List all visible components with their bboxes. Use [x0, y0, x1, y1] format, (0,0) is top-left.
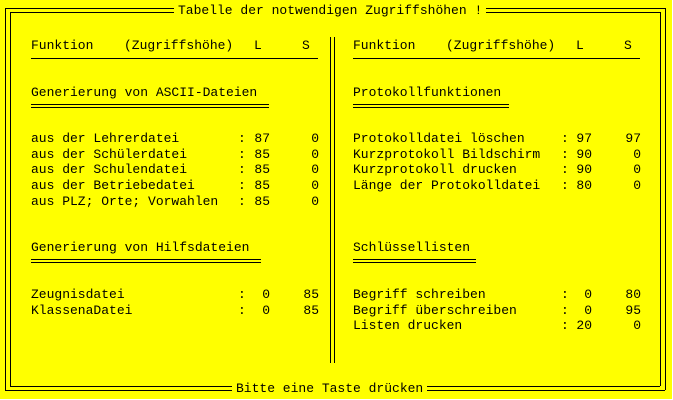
- left-row-l: 87: [254, 131, 270, 146]
- right-row-name: Begriff überschreiben: [353, 303, 517, 318]
- right-row-name: Länge der Protokolldatei: [353, 178, 541, 193]
- left-row-s: 0: [311, 194, 319, 209]
- column-divider-right: [334, 37, 335, 363]
- right-row-l: 80: [576, 178, 592, 193]
- left-row-name: aus der Betriebedatei: [31, 178, 195, 193]
- right-header-funktion: Funktion: [353, 38, 416, 53]
- left-row-l: 85: [254, 194, 270, 209]
- left-row-colon: :: [238, 131, 246, 146]
- left-row-s: 0: [311, 131, 319, 146]
- right-row-s: 0: [633, 318, 641, 333]
- left-row-s: 0: [311, 162, 319, 177]
- left-row-colon: :: [238, 178, 246, 193]
- frame-right-outer: [665, 8, 666, 390]
- left-row-l: 0: [262, 303, 270, 318]
- right-row-colon: :: [561, 147, 569, 162]
- right-row-s: 0: [633, 147, 641, 162]
- right-row-s: 97: [625, 131, 641, 146]
- right-section1-underline-a: [353, 104, 509, 105]
- right-row-l: 20: [576, 318, 592, 333]
- right-row-colon: :: [561, 162, 569, 177]
- right-row-s: 80: [625, 287, 641, 302]
- left-section2-underline-a: [31, 259, 261, 260]
- left-section1-underline-b: [31, 107, 269, 108]
- frame-left-inner: [10, 12, 11, 386]
- left-row-s: 0: [311, 147, 319, 162]
- left-row-name: Zeugnisdatei: [31, 287, 125, 302]
- right-row-name: Protokolldatei löschen: [353, 131, 525, 146]
- left-row-colon: :: [238, 162, 246, 177]
- footer-prompt: Bitte eine Taste drücken: [232, 381, 427, 396]
- right-row-colon: :: [561, 131, 569, 146]
- right-section2-title: Schlüssellisten: [353, 240, 471, 255]
- right-header-rule: [353, 58, 640, 59]
- left-row-s: 85: [303, 303, 319, 318]
- right-row-l: 90: [576, 147, 592, 162]
- right-section2-underline-a: [353, 259, 476, 260]
- right-row-l: 90: [576, 162, 592, 177]
- right-row-name: Begriff schreiben: [353, 287, 486, 302]
- left-section1-title: Generierung von ASCII-Dateien: [31, 85, 258, 100]
- left-row-name: aus der Schulendatei: [31, 162, 188, 177]
- right-row-s: 0: [633, 162, 641, 177]
- left-header-funktion: Funktion: [31, 38, 94, 53]
- left-row-s: 0: [311, 178, 319, 193]
- left-row-l: 85: [254, 162, 270, 177]
- column-divider-left: [330, 37, 331, 363]
- left-section2-title: Generierung von Hilfsdateien: [31, 240, 250, 255]
- left-row-name: aus PLZ; Orte; Vorwahlen: [31, 194, 219, 209]
- right-row-name: Listen drucken: [353, 318, 463, 333]
- right-header-l: L: [576, 38, 584, 53]
- left-header-l: L: [254, 38, 262, 53]
- right-section1-underline-b: [353, 107, 509, 108]
- left-section2-underline-b: [31, 262, 261, 263]
- left-row-colon: :: [238, 194, 246, 209]
- left-row-s: 85: [303, 287, 319, 302]
- right-section1-title: Protokollfunktionen: [353, 85, 502, 100]
- right-header-zugriff: (Zugriffshöhe): [446, 38, 556, 53]
- left-row-colon: :: [238, 287, 246, 302]
- left-row-name: aus der Schülerdatei: [31, 147, 188, 162]
- right-row-name: Kurzprotokoll Bildschirm: [353, 147, 541, 162]
- right-row-colon: :: [561, 303, 569, 318]
- left-header-s: S: [302, 38, 310, 53]
- window-title: Tabelle der notwendigen Zugriffshöhen !: [174, 3, 486, 18]
- right-row-name: Kurzprotokoll drucken: [353, 162, 517, 177]
- right-row-colon: :: [561, 287, 569, 302]
- left-row-l: 85: [254, 178, 270, 193]
- right-row-s: 95: [625, 303, 641, 318]
- right-row-s: 0: [633, 178, 641, 193]
- left-row-l: 0: [262, 287, 270, 302]
- right-section2-underline-b: [353, 262, 476, 263]
- right-row-l: 97: [576, 131, 592, 146]
- left-row-l: 85: [254, 147, 270, 162]
- right-row-colon: :: [561, 178, 569, 193]
- right-row-colon: :: [561, 318, 569, 333]
- left-section1-underline-a: [31, 104, 269, 105]
- left-header-rule: [31, 58, 318, 59]
- left-row-colon: :: [238, 303, 246, 318]
- left-row-name: aus der Lehrerdatei: [31, 131, 180, 146]
- frame-left-outer: [5, 8, 6, 390]
- right-row-l: 0: [584, 287, 592, 302]
- right-row-l: 0: [584, 303, 592, 318]
- right-header-s: S: [624, 38, 632, 53]
- left-header-zugriff: (Zugriffshöhe): [124, 38, 234, 53]
- left-row-name: KlassenaDatei: [31, 303, 133, 318]
- left-row-colon: :: [238, 147, 246, 162]
- frame-right-inner: [660, 12, 661, 386]
